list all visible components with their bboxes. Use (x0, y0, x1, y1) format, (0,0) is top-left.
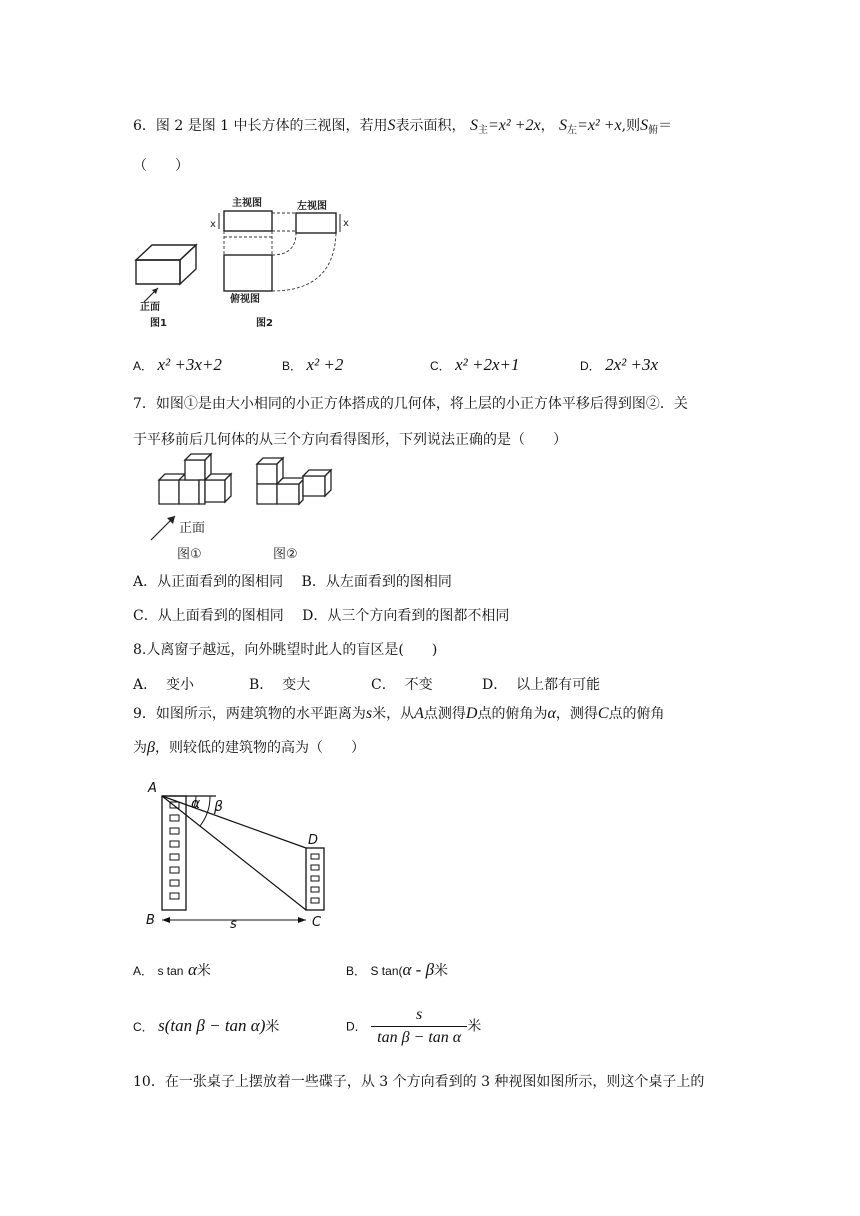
q9-figure (140, 778, 340, 934)
q9-option-c[interactable] (133, 1015, 279, 1038)
q8-option-b-label: B． (249, 677, 274, 693)
q9-option-b-unit: 米 (434, 963, 449, 979)
q8-option-b-text: 变大 (282, 677, 311, 693)
q9-fig-label-c: C (312, 915, 322, 930)
q6-stem: 6．图 2 是图 1 中长方体的三视图，若用S表示面积， $S_主=x^2 +2x$， $S_左=x^2 +x$,则$S_俯=$ (133, 117, 673, 136)
q9-option-d[interactable] (346, 1004, 481, 1049)
q9-fig-label-d: D (308, 833, 319, 848)
q6-option-a-label: A． (133, 359, 154, 373)
q9-fig-label-b: B (146, 913, 155, 928)
q9-option-b-greek: α - β (402, 960, 435, 979)
q9-line1-b: 米，从 (372, 706, 415, 722)
q9-line1-a: 9．如图所示，两建筑物的水平距离为 (133, 706, 366, 722)
q8-option-b[interactable] (249, 674, 310, 696)
q6-option-c[interactable] (430, 354, 520, 377)
q7-fig2-label: 图② (273, 547, 298, 562)
q6-s-main: S (469, 117, 478, 134)
q6-option-c-label: C． (430, 359, 451, 373)
q6-stem-c: 则 (626, 118, 641, 134)
q7-fig1-label: 图① (177, 547, 202, 562)
q7-line2: 于平移前后几何体的从三个方向看得图形，下列说法正确的是（ ） (133, 432, 567, 448)
q6-option-d-expr: 2x² +3x (605, 355, 659, 374)
q9-option-a-unit: 米 (196, 963, 211, 979)
q9-line2-a: 为 (133, 740, 147, 756)
q8-stem: 8.人离窗子越远，向外眺望时此人的盲区是( ) (133, 642, 438, 658)
q6-left-view (296, 213, 336, 233)
q6-top-view-label: 俯视图 (230, 294, 260, 305)
q6-main-view (224, 211, 272, 231)
q9-option-d-fraction (371, 1004, 467, 1049)
q6-stem-b: 表示面积， (395, 118, 466, 134)
q9-fig-label-a: A (148, 781, 157, 796)
q9-fig-label-beta: β (214, 799, 223, 815)
q6-left-view-label: 左视图 (297, 201, 327, 212)
q8-option-c-text: 不变 (404, 677, 433, 693)
q6-option-c-expr: x² +2x+1 (455, 355, 520, 374)
q7-front-label: 正面 (179, 521, 206, 536)
q8-option-c[interactable] (371, 674, 433, 696)
q6-blank: （ ） (133, 158, 189, 174)
q6-var-s: S (387, 117, 396, 134)
q8-option-d-label: D． (482, 677, 508, 693)
q9-var-c: C (597, 705, 609, 722)
q6-x-label-right: x (343, 218, 349, 229)
q6-eq-left: =x² +x (577, 117, 622, 134)
q8-option-a[interactable] (133, 674, 194, 696)
q6-stem-a: 6．图 2 是图 1 中长方体的三视图，若用 (133, 118, 388, 134)
q6-cuboid (136, 245, 196, 284)
q9-option-a[interactable] (133, 959, 211, 982)
q6-s-top: S (640, 117, 649, 134)
q9-var-s: s (365, 705, 373, 722)
q9-line2-b: ，则较低的建筑物的高为（ ） (154, 740, 365, 756)
q8-option-d[interactable] (482, 674, 600, 696)
q9-option-b-label: B． (346, 964, 367, 978)
q7-figure (145, 450, 355, 565)
q6-option-b-expr: x² +2 (306, 355, 344, 374)
q9-option-b-expr: S tan( (370, 964, 403, 978)
q7-options-row2[interactable]: C．从上面看到的图相同 D．从三个方向看到的图都不相同 (133, 608, 510, 624)
q7-options-row1[interactable]: A．从正面看到的图相同 B．从左面看到的图相同 (133, 574, 452, 590)
q9-option-d-num: s (371, 1004, 467, 1027)
q6-top-view (224, 255, 272, 291)
q6-sub-main: 主 (477, 125, 488, 136)
q8-option-a-text: 变小 (166, 677, 195, 693)
q9-line1-d: 点的俯角为 (477, 706, 548, 722)
q9-option-a-expr: s tan (157, 964, 184, 978)
q6-option-b[interactable] (282, 354, 343, 377)
q6-s-left: S (559, 117, 568, 134)
q10-line1: 10．在一张桌子上摆放着一些碟子，从 3 个方向看到的 3 种视图如图所示，则这个桌子上的 (133, 1074, 705, 1090)
q6-option-d[interactable] (580, 354, 658, 377)
q9-var-d: D (465, 705, 478, 722)
q9-fig-label-s: s (230, 917, 237, 932)
q8-option-a-label: A． (133, 677, 158, 693)
q9-option-c-label: C． (133, 1020, 154, 1034)
q6-eq-end: ＝ (658, 118, 673, 134)
q9-option-d-unit: 米 (467, 1018, 482, 1035)
q9-option-a-label: A． (133, 964, 154, 978)
q9-option-c-expr: s(tan β − tan α) (158, 1016, 266, 1035)
q9-line1-c: 点测得 (423, 706, 466, 722)
q9-option-a-greek: α (187, 960, 197, 979)
q6-x-label-left: x (210, 219, 216, 230)
q6-sub-top: 俯 (648, 125, 659, 136)
q6-figure (130, 192, 360, 332)
q6-sub-left: 左 (567, 125, 578, 136)
q9-option-d-label: D． (346, 1019, 367, 1034)
q6-eq-main: =x² +2x (487, 117, 541, 134)
q9-line1 (133, 704, 665, 724)
q9-option-b[interactable] (346, 959, 448, 982)
q6-option-a-expr: x² +3x+2 (157, 355, 222, 374)
q9-fig-label-alpha: α (191, 796, 201, 812)
q9-var-beta: β (147, 739, 155, 756)
q7-line1: 7．如图①是由大小相同的小正方体搭成的几何体，将上层的小正方体平移后得到图②．关 (133, 396, 688, 412)
q8-option-c-label: C． (371, 677, 396, 693)
q6-option-a[interactable] (133, 354, 222, 377)
q6-main-view-label: 主视图 (232, 198, 262, 209)
q6-option-b-label: B． (282, 359, 303, 373)
q9-short-building (306, 848, 324, 910)
q6-option-d-label: D． (580, 359, 601, 373)
q9-line1-f: 点的俯角 (608, 706, 665, 722)
q6-fig1-label: 图1 (150, 318, 167, 329)
q9-var-a: A (414, 705, 424, 722)
q9-option-c-unit: 米 (265, 1019, 280, 1035)
q9-line1-e: ，测得 (555, 706, 598, 722)
q8-option-d-text: 以上都有可能 (516, 677, 601, 693)
q9-line2 (133, 738, 365, 758)
q9-var-alpha: α (547, 705, 556, 722)
q9-option-d-den: tan β − tan α (377, 1029, 462, 1046)
q6-front-label: 正面 (140, 302, 160, 313)
q6-fig2-label: 图2 (256, 318, 273, 329)
